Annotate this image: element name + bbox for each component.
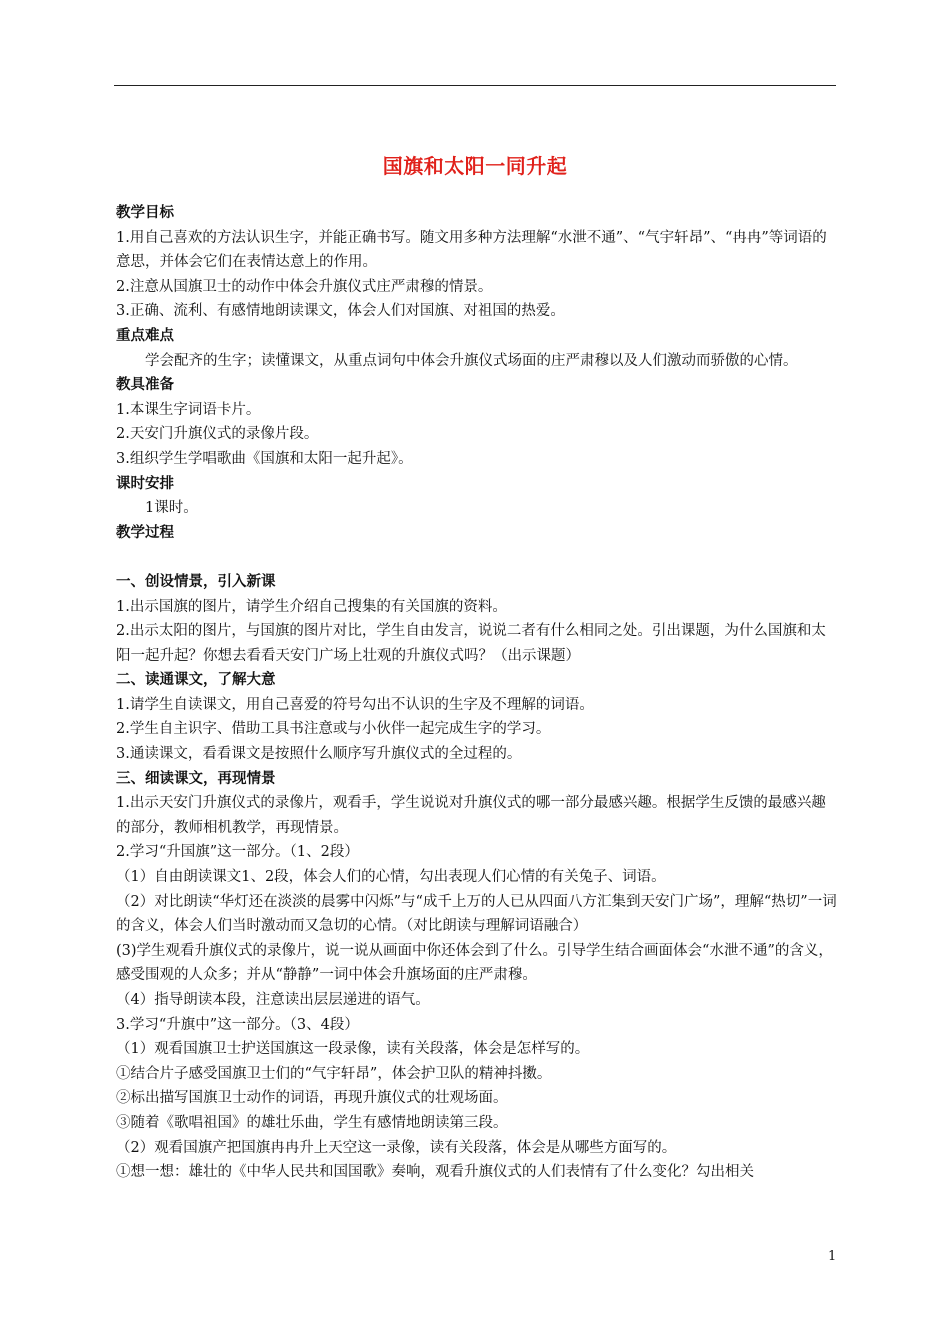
- paragraph: ②标出描写国旗卫士动作的词语，再现升旗仪式的壮观场面。: [116, 1090, 508, 1107]
- document-body: [116, 201, 840, 1185]
- paragraph: 2.出示太阳的图片，与国旗的图片对比，学生自由发言，说说二者有什么相同之处。引出课题，为什么国旗和太阳一起升起？你想去看看天安门广场上壮观的升旗仪式吗？（出示课题）: [116, 623, 826, 664]
- paragraph: 1.本课生字词语卡片。: [116, 401, 261, 418]
- page-number: 1: [828, 1249, 837, 1264]
- section-heading: 教学目标: [116, 205, 174, 221]
- section-heading: 三、细读课文，再现情景: [116, 770, 276, 787]
- paragraph: 3.通读课文，看看课文是按照什么顺序写升旗仪式的全过程的。: [116, 746, 522, 763]
- paragraph: 3.正确、流利、有感情地朗读课文，体会人们对国旗、对祖国的热爱。: [116, 303, 565, 320]
- paragraph: ①结合片子感受国旗卫士们的“气宇轩昂”，体会护卫队的精神抖擞。: [116, 1065, 552, 1082]
- paragraph: (3)学生观看升旗仪式的录像片，说一说从画面中你还体会到了什么。引导学生结合画面体会“水泄不通”的含义，感受围观的人众多；并从“静静”一词中体会升旗场面的庄严肃穆。: [116, 942, 833, 984]
- section-heading: 重点难点: [116, 327, 174, 344]
- section-heading: 教具准备: [116, 377, 174, 394]
- paragraph: （2）观看国旗产把国旗冉冉升上天空这一录像，读有关段落，体会是从哪些方面写的。: [116, 1139, 677, 1156]
- section-heading: 课时安排: [116, 475, 174, 492]
- paragraph: 3.学习“升旗中”这一部分。（3、4段）: [116, 1016, 359, 1033]
- spacer: [116, 545, 840, 570]
- section-heading: 一、创设情景，引入新课: [116, 573, 276, 590]
- paragraph: 学会配齐的生字；读懂课文，从重点词句中体会升旗仪式场面的庄严肃穆以及人们激动而骄傲的心情。: [145, 352, 798, 369]
- paragraph: 1.用自己喜欢的方法认识生字，并能正确书写。随文用多种方法理解“水泄不通”、“气宇轩昂”、“冉冉”等词语的意思，并体会它们在表情达意上的作用。: [116, 229, 827, 271]
- paragraph: 2.天安门升旗仪式的录像片段。: [116, 426, 319, 443]
- paragraph: ①想一想：雄壮的《中华人民共和国国歌》奏响，观看升旗仪式的人们表情有了什么变化？勾出相关: [116, 1164, 754, 1181]
- paragraph: 1.请学生自读课文，用自己喜爱的符号勾出不认识的生字及不理解的词语。: [116, 696, 594, 713]
- paragraph: 2.学习“升国旗”这一部分。（1、2段）: [116, 844, 359, 861]
- paragraph: 1.出示国旗的图片，请学生介绍自己搜集的有关国旗的资料。: [116, 598, 507, 615]
- paragraph: 1.出示天安门升旗仪式的录像片，观看手，学生说说对升旗仪式的哪一部分最感兴趣。根据学生反馈的最感兴趣的部分，教师相机教学，再现情景。: [116, 795, 826, 836]
- paragraph: 3.组织学生学唱歌曲《国旗和太阳一起升起》。: [116, 450, 413, 467]
- document-title: 国旗和太阳一同升起: [382, 154, 568, 178]
- paragraph: 2.注意从国旗卫士的动作中体会升旗仪式庄严肃穆的情景。: [116, 278, 493, 295]
- paragraph: ③随着《歌唱祖国》的雄壮乐曲，学生有感情地朗读第三段。: [116, 1114, 508, 1131]
- paragraph: （4）指导朗读本段，注意读出层层递进的语气。: [116, 992, 430, 1008]
- section-heading: 二、读通课文，了解大意: [116, 672, 276, 689]
- section-heading: 教学过程: [116, 524, 174, 541]
- paragraph: （2）对比朗读“华灯还在淡淡的晨雾中闪烁”与“成千上万的人已从四面八方汇集到天安门广场”，理解“热切”一词的含义，体会人们当时激动而又急切的心情。（对比朗读与理解词语融合）: [116, 893, 837, 935]
- paragraph: （1）观看国旗卫士护送国旗这一段录像，读有关段落，体会是怎样写的。: [116, 1041, 590, 1058]
- paragraph: 2.学生自主识字、借助工具书注意或与小伙伴一起完成生字的学习。: [116, 721, 551, 738]
- header-rule: [114, 85, 836, 86]
- paragraph: （1）自由朗读课文1、2段，体会人们的心情，勾出表现人们心情的有关兔子、词语。: [116, 869, 666, 886]
- paragraph: 1课时。: [145, 500, 198, 517]
